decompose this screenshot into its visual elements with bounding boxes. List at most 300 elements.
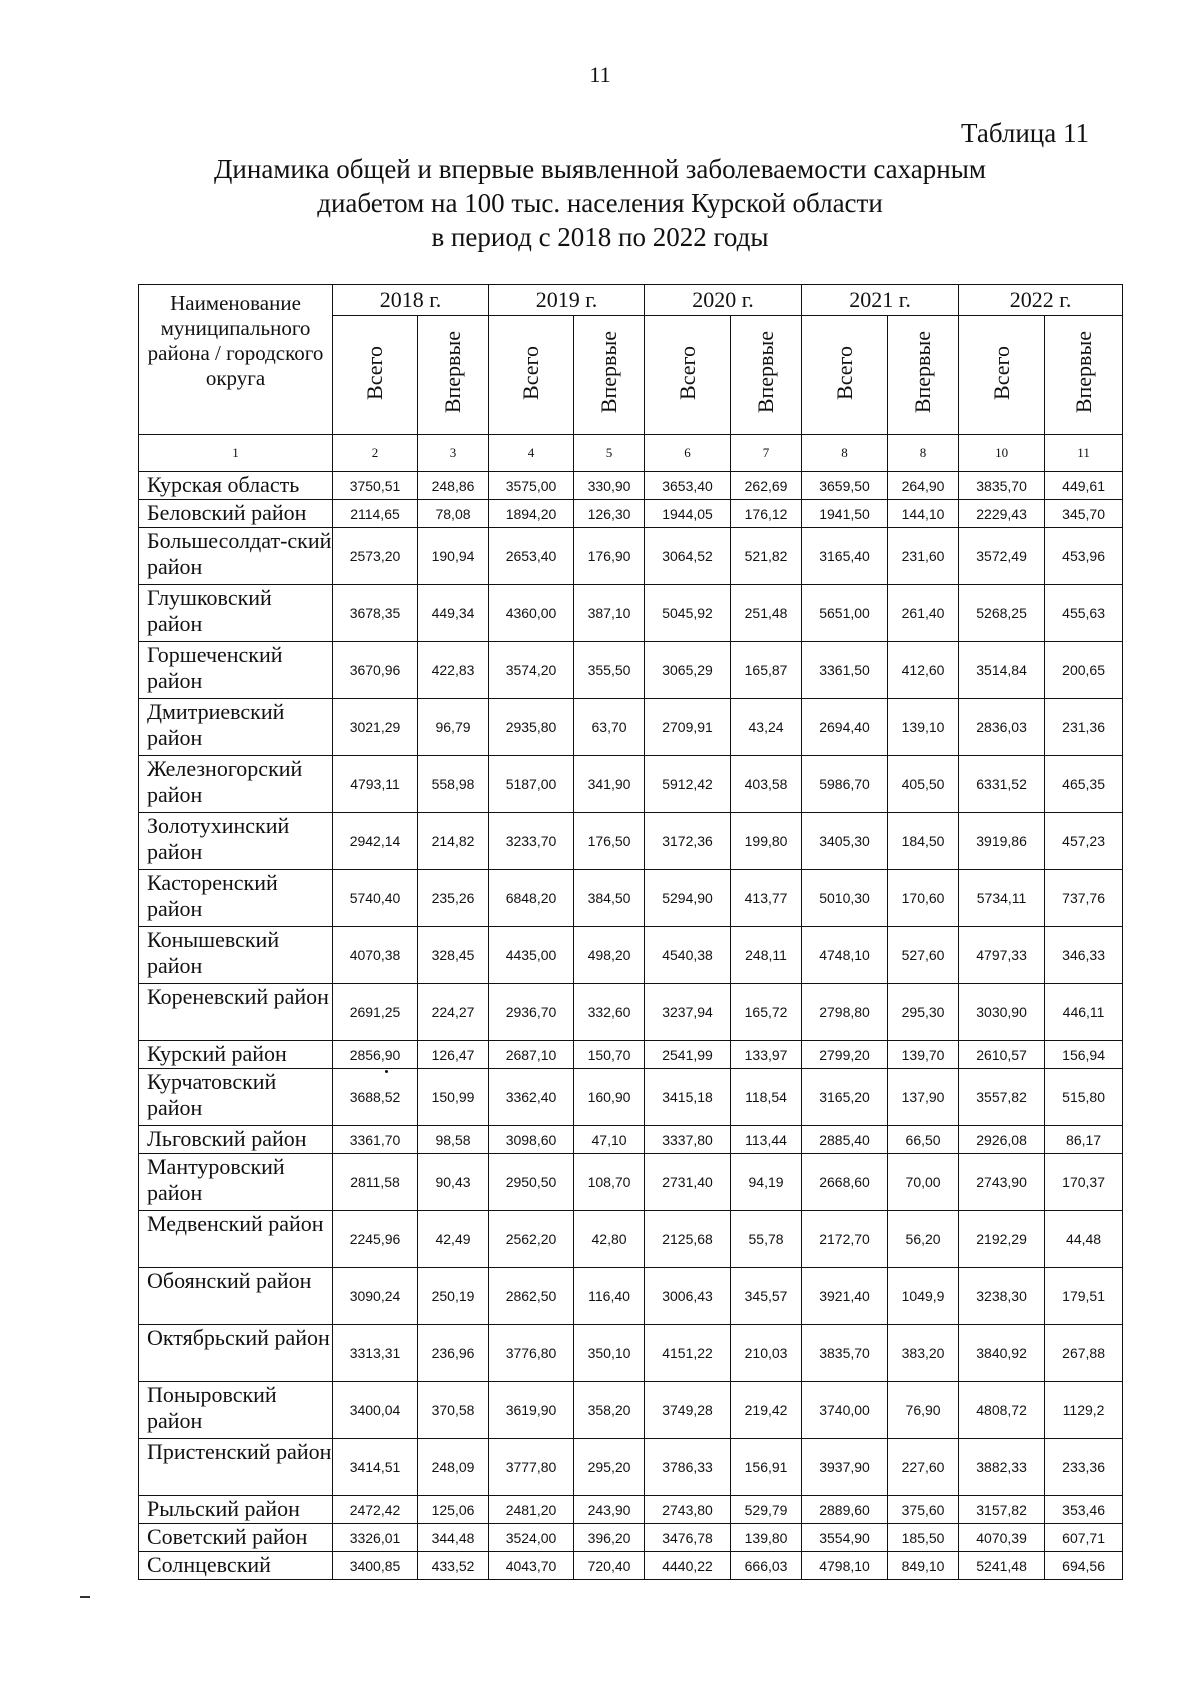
value-cell: 3572,49 bbox=[959, 528, 1045, 585]
value-cell: 2125,68 bbox=[645, 1211, 731, 1268]
value-cell: 3786,33 bbox=[645, 1439, 731, 1496]
value-cell: 251,48 bbox=[731, 585, 802, 642]
value-cell: 133,97 bbox=[731, 1041, 802, 1069]
value-cell: 453,96 bbox=[1045, 528, 1123, 585]
value-cell: 3919,86 bbox=[959, 813, 1045, 870]
value-cell: 332,60 bbox=[574, 984, 645, 1041]
row-name: Рыльский район bbox=[139, 1496, 333, 1524]
header-total-2018 bbox=[333, 316, 418, 435]
value-cell: 3882,33 bbox=[959, 1439, 1045, 1496]
value-cell: 227,60 bbox=[888, 1439, 959, 1496]
value-cell: 5268,25 bbox=[959, 585, 1045, 642]
value-cell: 170,37 bbox=[1045, 1154, 1123, 1211]
value-cell: 2936,70 bbox=[489, 984, 574, 1041]
value-cell: 47,10 bbox=[574, 1126, 645, 1154]
column-number: 6 bbox=[645, 435, 731, 472]
value-cell: 137,90 bbox=[888, 1069, 959, 1126]
value-cell: 2856,90 bbox=[333, 1041, 418, 1069]
value-cell: 139,80 bbox=[731, 1524, 802, 1552]
value-cell: 43,24 bbox=[731, 699, 802, 756]
value-cell: 150,70 bbox=[574, 1041, 645, 1069]
table-row bbox=[139, 1496, 1123, 1524]
row-name: Курская область bbox=[139, 472, 333, 500]
value-cell: 90,43 bbox=[418, 1154, 489, 1211]
value-cell: 3476,78 bbox=[645, 1524, 731, 1552]
value-cell: 144,10 bbox=[888, 500, 959, 528]
row-name: Поныровский район bbox=[139, 1382, 333, 1439]
value-cell: 4797,33 bbox=[959, 927, 1045, 984]
row-name: Октябрьский район bbox=[139, 1325, 333, 1382]
value-cell: 295,30 bbox=[888, 984, 959, 1041]
value-cell: 3557,82 bbox=[959, 1069, 1045, 1126]
header-first-2018 bbox=[418, 316, 489, 435]
header-first-2021 bbox=[888, 316, 959, 435]
morbidity-table bbox=[138, 284, 1123, 1580]
header-first-2020 bbox=[731, 316, 802, 435]
value-cell: 375,60 bbox=[888, 1496, 959, 1524]
value-cell: 3165,40 bbox=[802, 528, 888, 585]
value-cell: 3030,90 bbox=[959, 984, 1045, 1041]
row-name: Касторенский район bbox=[139, 870, 333, 927]
row-name: Горшеченский район bbox=[139, 642, 333, 699]
value-cell: 330,90 bbox=[574, 472, 645, 500]
value-cell: 2610,57 bbox=[959, 1041, 1045, 1069]
header-total-label: Всего bbox=[988, 345, 1014, 400]
value-cell: 446,11 bbox=[1045, 984, 1123, 1041]
value-cell: 150,99 bbox=[418, 1069, 489, 1126]
value-cell: 224,27 bbox=[418, 984, 489, 1041]
value-cell: 126,30 bbox=[574, 500, 645, 528]
value-cell: 405,50 bbox=[888, 756, 959, 813]
value-cell: 3835,70 bbox=[959, 472, 1045, 500]
value-cell: 5651,00 bbox=[802, 585, 888, 642]
value-cell: 2731,40 bbox=[645, 1154, 731, 1211]
header-year-2019: 2019 г. bbox=[489, 285, 645, 316]
value-cell: 165,72 bbox=[731, 984, 802, 1041]
table-row bbox=[139, 1154, 1123, 1211]
value-cell: 1129,2 bbox=[1045, 1382, 1123, 1439]
row-name: Обоянский район bbox=[139, 1268, 333, 1325]
value-cell: 4043,70 bbox=[489, 1552, 574, 1580]
value-cell: 3835,70 bbox=[802, 1325, 888, 1382]
value-cell: 350,10 bbox=[574, 1325, 645, 1382]
page-number: 11 bbox=[589, 62, 611, 87]
value-cell: 2694,40 bbox=[802, 699, 888, 756]
scan-speck bbox=[385, 1070, 388, 1073]
value-cell: 2687,10 bbox=[489, 1041, 574, 1069]
header-first-2022 bbox=[1045, 316, 1123, 435]
value-cell: 433,52 bbox=[418, 1552, 489, 1580]
table-row bbox=[139, 1211, 1123, 1268]
column-number: 4 bbox=[489, 435, 574, 472]
header-first-label: Впервые bbox=[440, 331, 465, 414]
value-cell: 113,44 bbox=[731, 1126, 802, 1154]
value-cell: 346,33 bbox=[1045, 927, 1123, 984]
value-cell: 214,82 bbox=[418, 813, 489, 870]
title-line-1: Динамика общей и впервые выявленной заболеваемости сахарным bbox=[214, 154, 986, 184]
value-cell: 4793,11 bbox=[333, 756, 418, 813]
value-cell: 3574,20 bbox=[489, 642, 574, 699]
value-cell: 190,94 bbox=[418, 528, 489, 585]
value-cell: 2562,20 bbox=[489, 1211, 574, 1268]
value-cell: 3172,36 bbox=[645, 813, 731, 870]
value-cell: 3937,90 bbox=[802, 1439, 888, 1496]
value-cell: 185,50 bbox=[888, 1524, 959, 1552]
value-cell: 666,03 bbox=[731, 1552, 802, 1580]
value-cell: 184,50 bbox=[888, 813, 959, 870]
value-cell: 4070,38 bbox=[333, 927, 418, 984]
value-cell: 42,49 bbox=[418, 1211, 489, 1268]
value-cell: 63,70 bbox=[574, 699, 645, 756]
value-cell: 5986,70 bbox=[802, 756, 888, 813]
value-cell: 66,50 bbox=[888, 1126, 959, 1154]
value-cell: 3165,20 bbox=[802, 1069, 888, 1126]
table-title bbox=[140, 152, 1060, 254]
value-cell: 3021,29 bbox=[333, 699, 418, 756]
value-cell: 1941,50 bbox=[802, 500, 888, 528]
value-cell: 5045,92 bbox=[645, 585, 731, 642]
value-cell: 2885,40 bbox=[802, 1126, 888, 1154]
value-cell: 4798,10 bbox=[802, 1552, 888, 1580]
value-cell: 4435,00 bbox=[489, 927, 574, 984]
table-row bbox=[139, 642, 1123, 699]
value-cell: 384,50 bbox=[574, 870, 645, 927]
value-cell: 3237,94 bbox=[645, 984, 731, 1041]
value-cell: 3653,40 bbox=[645, 472, 731, 500]
value-cell: 387,10 bbox=[574, 585, 645, 642]
value-cell: 3362,40 bbox=[489, 1069, 574, 1126]
value-cell: 3619,90 bbox=[489, 1382, 574, 1439]
value-cell: 3575,00 bbox=[489, 472, 574, 500]
value-cell: 3776,80 bbox=[489, 1325, 574, 1382]
value-cell: 176,12 bbox=[731, 500, 802, 528]
value-cell: 3157,82 bbox=[959, 1496, 1045, 1524]
value-cell: 3233,70 bbox=[489, 813, 574, 870]
value-cell: 341,90 bbox=[574, 756, 645, 813]
value-cell: 3514,84 bbox=[959, 642, 1045, 699]
value-cell: 5294,90 bbox=[645, 870, 731, 927]
value-cell: 3064,52 bbox=[645, 528, 731, 585]
header-total-2021 bbox=[802, 316, 888, 435]
value-cell: 56,20 bbox=[888, 1211, 959, 1268]
table-row bbox=[139, 1439, 1123, 1496]
value-cell: 116,40 bbox=[574, 1268, 645, 1325]
value-cell: 248,11 bbox=[731, 927, 802, 984]
value-cell: 3554,90 bbox=[802, 1524, 888, 1552]
column-number: 1 bbox=[139, 435, 333, 472]
value-cell: 465,35 bbox=[1045, 756, 1123, 813]
value-cell: 4540,38 bbox=[645, 927, 731, 984]
header-name-column: Наименование муниципального района / городского округа bbox=[139, 285, 333, 435]
value-cell: 3006,43 bbox=[645, 1268, 731, 1325]
value-cell: 176,90 bbox=[574, 528, 645, 585]
value-cell: 457,23 bbox=[1045, 813, 1123, 870]
value-cell: 412,60 bbox=[888, 642, 959, 699]
value-cell: 94,19 bbox=[731, 1154, 802, 1211]
table-row bbox=[139, 699, 1123, 756]
value-cell: 86,17 bbox=[1045, 1126, 1123, 1154]
table-row bbox=[139, 1325, 1123, 1382]
value-cell: 42,80 bbox=[574, 1211, 645, 1268]
value-cell: 3098,60 bbox=[489, 1126, 574, 1154]
column-number: 11 bbox=[1045, 435, 1123, 472]
value-cell: 2836,03 bbox=[959, 699, 1045, 756]
value-cell: 345,70 bbox=[1045, 500, 1123, 528]
value-cell: 344,48 bbox=[418, 1524, 489, 1552]
value-cell: 44,48 bbox=[1045, 1211, 1123, 1268]
value-cell: 403,58 bbox=[731, 756, 802, 813]
header-year-2021: 2021 г. bbox=[802, 285, 959, 316]
value-cell: 3840,92 bbox=[959, 1325, 1045, 1382]
value-cell: 2229,43 bbox=[959, 500, 1045, 528]
table-row bbox=[139, 1268, 1123, 1325]
header-total-2019 bbox=[489, 316, 574, 435]
value-cell: 455,63 bbox=[1045, 585, 1123, 642]
value-cell: 108,70 bbox=[574, 1154, 645, 1211]
column-number-row bbox=[139, 435, 1123, 472]
value-cell: 78,08 bbox=[418, 500, 489, 528]
value-cell: 2811,58 bbox=[333, 1154, 418, 1211]
value-cell: 3337,80 bbox=[645, 1126, 731, 1154]
row-name: Золотухинский район bbox=[139, 813, 333, 870]
value-cell: 3415,18 bbox=[645, 1069, 731, 1126]
value-cell: 3688,52 bbox=[333, 1069, 418, 1126]
value-cell: 2472,42 bbox=[333, 1496, 418, 1524]
value-cell: 694,56 bbox=[1045, 1552, 1123, 1580]
value-cell: 358,20 bbox=[574, 1382, 645, 1439]
table-row bbox=[139, 1126, 1123, 1154]
value-cell: 2573,20 bbox=[333, 528, 418, 585]
value-cell: 210,03 bbox=[731, 1325, 802, 1382]
row-name: Мантуровский район bbox=[139, 1154, 333, 1211]
value-cell: 2743,90 bbox=[959, 1154, 1045, 1211]
title-line-3: в период с 2018 по 2022 годы bbox=[431, 222, 769, 252]
value-cell: 248,86 bbox=[418, 472, 489, 500]
table-row bbox=[139, 1552, 1123, 1580]
column-number: 7 bbox=[731, 435, 802, 472]
value-cell: 4808,72 bbox=[959, 1382, 1045, 1439]
value-cell: 3740,00 bbox=[802, 1382, 888, 1439]
value-cell: 4070,39 bbox=[959, 1524, 1045, 1552]
value-cell: 849,10 bbox=[888, 1552, 959, 1580]
row-name: Беловский район bbox=[139, 500, 333, 528]
row-name: Пристенский район bbox=[139, 1439, 333, 1496]
value-cell: 55,78 bbox=[731, 1211, 802, 1268]
value-cell: 449,61 bbox=[1045, 472, 1123, 500]
row-name: Льговский район bbox=[139, 1126, 333, 1154]
value-cell: 139,10 bbox=[888, 699, 959, 756]
value-cell: 179,51 bbox=[1045, 1268, 1123, 1325]
value-cell: 5912,42 bbox=[645, 756, 731, 813]
table-row bbox=[139, 927, 1123, 984]
value-cell: 267,88 bbox=[1045, 1325, 1123, 1382]
column-number: 10 bbox=[959, 435, 1045, 472]
value-cell: 199,80 bbox=[731, 813, 802, 870]
row-name: Дмитриевский район bbox=[139, 699, 333, 756]
title-line-2: диабетом на 100 тыс. населения Курской области bbox=[317, 188, 883, 218]
column-number: 5 bbox=[574, 435, 645, 472]
value-cell: 160,90 bbox=[574, 1069, 645, 1126]
table-row bbox=[139, 984, 1123, 1041]
value-cell: 5740,40 bbox=[333, 870, 418, 927]
value-cell: 4360,00 bbox=[489, 585, 574, 642]
header-total-label: Всего bbox=[674, 345, 700, 400]
table-row bbox=[139, 528, 1123, 585]
value-cell: 6331,52 bbox=[959, 756, 1045, 813]
value-cell: 4151,22 bbox=[645, 1325, 731, 1382]
value-cell: 3750,51 bbox=[333, 472, 418, 500]
value-cell: 3524,00 bbox=[489, 1524, 574, 1552]
value-cell: 1049,9 bbox=[888, 1268, 959, 1325]
value-cell: 243,90 bbox=[574, 1496, 645, 1524]
value-cell: 737,76 bbox=[1045, 870, 1123, 927]
value-cell: 156,94 bbox=[1045, 1041, 1123, 1069]
value-cell: 449,34 bbox=[418, 585, 489, 642]
header-first-label: Впервые bbox=[753, 331, 779, 414]
row-name: Большесолдат-ский район bbox=[139, 528, 333, 585]
value-cell: 2691,25 bbox=[333, 984, 418, 1041]
table-label: Таблица 11 bbox=[961, 118, 1089, 148]
value-cell: 3678,35 bbox=[333, 585, 418, 642]
header-year-2022: 2022 г. bbox=[959, 285, 1123, 316]
value-cell: 422,83 bbox=[418, 642, 489, 699]
value-cell: 170,60 bbox=[888, 870, 959, 927]
table-row bbox=[139, 585, 1123, 642]
value-cell: 413,77 bbox=[731, 870, 802, 927]
value-cell: 720,40 bbox=[574, 1552, 645, 1580]
value-cell: 2926,08 bbox=[959, 1126, 1045, 1154]
value-cell: 2114,65 bbox=[333, 500, 418, 528]
value-cell: 607,71 bbox=[1045, 1524, 1123, 1552]
value-cell: 3921,40 bbox=[802, 1268, 888, 1325]
value-cell: 70,00 bbox=[888, 1154, 959, 1211]
value-cell: 1944,05 bbox=[645, 500, 731, 528]
column-number: 8 bbox=[888, 435, 959, 472]
value-cell: 125,06 bbox=[418, 1496, 489, 1524]
column-number: 8 bbox=[802, 435, 888, 472]
column-number: 3 bbox=[418, 435, 489, 472]
value-cell: 261,40 bbox=[888, 585, 959, 642]
value-cell: 3414,51 bbox=[333, 1439, 418, 1496]
value-cell: 262,69 bbox=[731, 472, 802, 500]
row-name: Медвенский район bbox=[139, 1211, 333, 1268]
value-cell: 498,20 bbox=[574, 927, 645, 984]
value-cell: 3670,96 bbox=[333, 642, 418, 699]
value-cell: 2935,80 bbox=[489, 699, 574, 756]
value-cell: 3065,29 bbox=[645, 642, 731, 699]
value-cell: 2653,40 bbox=[489, 528, 574, 585]
row-name: Конышевский район bbox=[139, 927, 333, 984]
row-name: Курский район bbox=[139, 1041, 333, 1069]
column-number: 2 bbox=[333, 435, 418, 472]
value-cell: 2541,99 bbox=[645, 1041, 731, 1069]
value-cell: 98,58 bbox=[418, 1126, 489, 1154]
value-cell: 2798,80 bbox=[802, 984, 888, 1041]
value-cell: 2668,60 bbox=[802, 1154, 888, 1211]
header-total-label: Всего bbox=[362, 345, 387, 400]
value-cell: 4440,22 bbox=[645, 1552, 731, 1580]
value-cell: 396,20 bbox=[574, 1524, 645, 1552]
header-total-label: Всего bbox=[831, 345, 857, 400]
value-cell: 383,20 bbox=[888, 1325, 959, 1382]
value-cell: 2950,50 bbox=[489, 1154, 574, 1211]
value-cell: 2942,14 bbox=[333, 813, 418, 870]
value-cell: 2799,20 bbox=[802, 1041, 888, 1069]
value-cell: 558,98 bbox=[418, 756, 489, 813]
value-cell: 5734,11 bbox=[959, 870, 1045, 927]
value-cell: 4748,10 bbox=[802, 927, 888, 984]
table-row bbox=[139, 756, 1123, 813]
table-row bbox=[139, 1524, 1123, 1552]
header-year-2020: 2020 г. bbox=[645, 285, 802, 316]
header-year-2018: 2018 г. bbox=[333, 285, 489, 316]
value-cell: 3090,24 bbox=[333, 1268, 418, 1325]
value-cell: 527,60 bbox=[888, 927, 959, 984]
value-cell: 370,58 bbox=[418, 1382, 489, 1439]
value-cell: 139,70 bbox=[888, 1041, 959, 1069]
table-row bbox=[139, 500, 1123, 528]
header-total-2020 bbox=[645, 316, 731, 435]
header-first-2019 bbox=[574, 316, 645, 435]
value-cell: 156,91 bbox=[731, 1439, 802, 1496]
value-cell: 3361,50 bbox=[802, 642, 888, 699]
value-cell: 529,79 bbox=[731, 1496, 802, 1524]
value-cell: 3238,30 bbox=[959, 1268, 1045, 1325]
value-cell: 2172,70 bbox=[802, 1211, 888, 1268]
header-total-2022 bbox=[959, 316, 1045, 435]
value-cell: 6848,20 bbox=[489, 870, 574, 927]
table-row bbox=[139, 472, 1123, 500]
value-cell: 3749,28 bbox=[645, 1382, 731, 1439]
value-cell: 3659,50 bbox=[802, 472, 888, 500]
value-cell: 3777,80 bbox=[489, 1439, 574, 1496]
value-cell: 521,82 bbox=[731, 528, 802, 585]
value-cell: 231,36 bbox=[1045, 699, 1123, 756]
value-cell: 3400,04 bbox=[333, 1382, 418, 1439]
value-cell: 3326,01 bbox=[333, 1524, 418, 1552]
value-cell: 2889,60 bbox=[802, 1496, 888, 1524]
table-header bbox=[139, 285, 1123, 472]
value-cell: 176,50 bbox=[574, 813, 645, 870]
header-first-label: Впервые bbox=[596, 331, 622, 414]
header-first-label: Впервые bbox=[1070, 331, 1096, 414]
row-name: Кореневский район bbox=[139, 984, 333, 1041]
value-cell: 3400,85 bbox=[333, 1552, 418, 1580]
value-cell: 295,20 bbox=[574, 1439, 645, 1496]
row-name: Железногорский район bbox=[139, 756, 333, 813]
value-cell: 3405,30 bbox=[802, 813, 888, 870]
value-cell: 5187,00 bbox=[489, 756, 574, 813]
value-cell: 353,46 bbox=[1045, 1496, 1123, 1524]
value-cell: 118,54 bbox=[731, 1069, 802, 1126]
table-row bbox=[139, 1041, 1123, 1069]
row-name: Курчатовский район bbox=[139, 1069, 333, 1126]
value-cell: 248,09 bbox=[418, 1439, 489, 1496]
value-cell: 126,47 bbox=[418, 1041, 489, 1069]
table-row bbox=[139, 1382, 1123, 1439]
value-cell: 2743,80 bbox=[645, 1496, 731, 1524]
value-cell: 235,26 bbox=[418, 870, 489, 927]
value-cell: 2192,29 bbox=[959, 1211, 1045, 1268]
value-cell: 236,96 bbox=[418, 1325, 489, 1382]
value-cell: 345,57 bbox=[731, 1268, 802, 1325]
value-cell: 3361,70 bbox=[333, 1126, 418, 1154]
value-cell: 2862,50 bbox=[489, 1268, 574, 1325]
value-cell: 5241,48 bbox=[959, 1552, 1045, 1580]
value-cell: 515,80 bbox=[1045, 1069, 1123, 1126]
value-cell: 328,45 bbox=[418, 927, 489, 984]
value-cell: 2709,91 bbox=[645, 699, 731, 756]
